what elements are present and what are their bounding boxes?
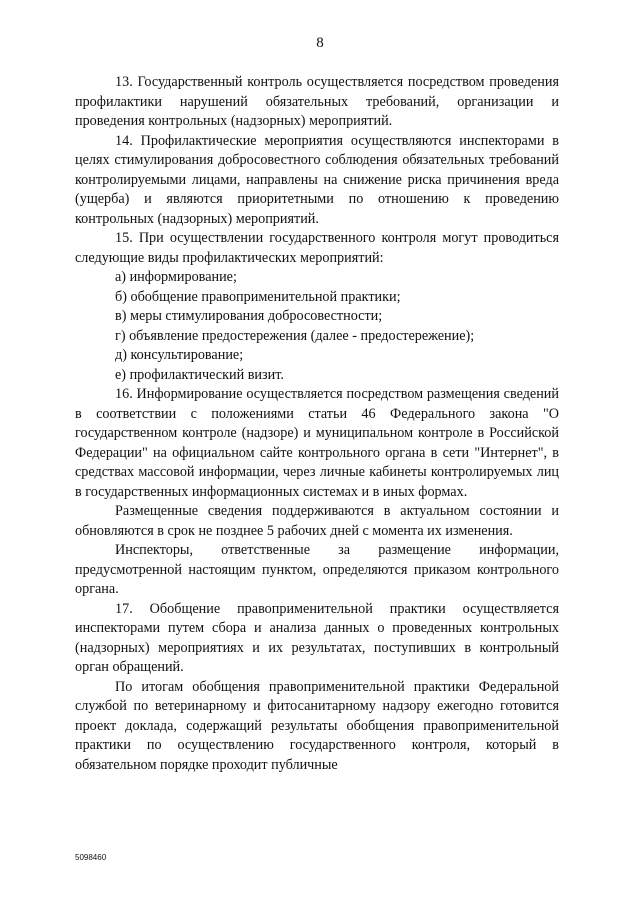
list-item-e: д) консультирование; (115, 347, 244, 363)
page-number: 8 (316, 35, 324, 51)
paragraph-14: 14. Профилактические мероприятия осуществляются инспекторами в целях стимулирования добросовестного соблюдения обязательных требований контролируемыми лицами, направлены на снижение риска причинения вреда (ущерба) и являются приоритетными по отношению к проведению контрольных (надзорных) мероприятий. (75, 132, 559, 227)
document-code: 5098460 (75, 853, 107, 862)
list-item-c: в) меры стимулирования добросовестности; (115, 308, 383, 324)
paragraph-16: 16. Информирование осуществляется посредством размещения сведений в соответствии с положениями статьи 46 Федерального закона "О государственном контроле (надзоре) и муниципальном контроле в Российской Федерации" на официальном сайте контрольного органа в сети "Интернет", в средствах массовой информации, через личные кабинеты контролируемых лиц в государственных информационных системах и в иных формах. (75, 386, 559, 500)
list-item-b: б) обобщение правоприменительной практики; (115, 288, 401, 305)
list-item-f: е) профилактический визит. (115, 366, 284, 383)
paragraph-16-update: Размещенные сведения поддерживаются в актуальном состоянии и обновляются в срок не позднее 5 рабочих дней с момента их изменения. (75, 503, 559, 539)
paragraph-13: 13. Государственный контроль осуществляется посредством проведения профилактики нарушений обязательных требований, организации и проведения контрольных (надзорных) мероприятий. (75, 74, 559, 129)
document-body (75, 73, 559, 775)
paragraph-15: 15. При осуществлении государственного контроля могут проводиться следующие виды профилактических мероприятий: (75, 230, 559, 266)
list-item-a: а) информирование; (115, 269, 237, 285)
paragraph-17: 17. Обобщение правоприменительной практики осуществляется инспекторами путем сбора и анализа данных о проведенных контрольных (надзорных) мероприятиях и их результатах, поступивших в контрольный орган обращений. (75, 600, 559, 675)
paragraph-16-inspectors: Инспекторы, ответственные за размещение информации, предусмотренной настоящим пунктом, определяются приказом контрольного органа. (75, 542, 559, 597)
paragraph-17-report: По итогам обобщения правоприменительной практики Федеральной службой по ветеринарному и фитосанитарному надзору ежегодно готовится проект доклада, содержащий результаты обобщения правоприменительной практики по осуществлению государственного контроля, который в обязательном порядке проходит публичные (75, 678, 559, 773)
list-item-d: г) объявление предостережения (далее - предостережение); (115, 327, 475, 344)
